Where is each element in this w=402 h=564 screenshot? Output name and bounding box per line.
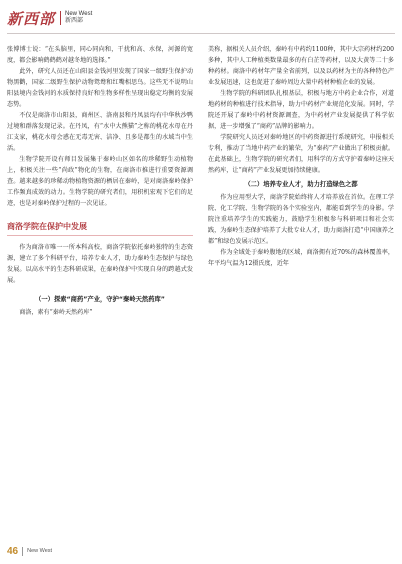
body-paragraph: 此外，研究人员还在山阳县金钱河里发现了国家一级野生保护动物黑鹳，国家二级野生保护动物鸳鸯和红嘴相思鸟。这些无不说明山阳县境内金钱河的水质保持良好和生物多样性呈现出稳定均衡的发展态势。 — [7, 68, 193, 108]
left-column — [7, 44, 193, 318]
page-number: 46 — [7, 545, 19, 557]
logo-english-line1: New West — [65, 11, 93, 17]
body-paragraph: 作为全域处于秦岭腹地的区域，商洛拥有近70%的森林覆盖率，年平均气温为12摄氏度，近年 — [208, 249, 394, 267]
body-paragraph: 作为应用型大学，商洛学院始终将人才培养放在首位。在理工学院、化工学院、生物学院的各个实验室内，都能看到学生的身影。学院注重培养学生的实践能力，鼓励学生积极参与科研项目和社会实践，为秦岭生态保护培养了大批专业人才，助力商洛打造“中国康养之都”和绿色发展示范区。 — [208, 194, 394, 245]
subsection-title: （一）探索“商药”产业，守护“秦岭天然药库” — [35, 296, 165, 303]
page-footer — [7, 545, 52, 557]
logo-english-line2: 新西部 — [65, 18, 84, 24]
body-paragraph: 美称，据相关人员介绍，秦岭有中药约1100种，其中大宗药材约200多种，其中人工种植类数量最多的有白芷等药材，以及大黄等二十多种药材。商洛中药材年产量全省前列，以及以药材为主的各种特色产业发展迅速，这也促进了秦岭周边大量中药材种植企业的发展。 — [208, 46, 394, 86]
page-header — [0, 0, 402, 42]
body-paragraph: 学院研究人员还对秦岭地区的中药资源进行系统研究，申报相关专利，推动了当地中药产业的繁荣，为“秦药”产业做出了积极贡献。在此基础上，生物学院的研究者们，用科学的方式守护着秦岭这座天然药库，让“商药”产业发展更加持续健康。 — [208, 134, 394, 174]
footer-brand: New West — [27, 548, 53, 554]
body-paragraph: 生物学院开设有师目发展集于秦岭山区如名的珍稀野生动植物上，积极关注一些“尚政”物化的生物，在商洛市推进行重要资源调查。越来越多的珍稀动物植物资源的栖居在秦岭，是对商洛秦岭保护工作频真成效的动力。生物学院的研究者们，用积机宏观下它们的足迹，也是对秦岭保护过程的一次见证。 — [7, 156, 193, 207]
header-rule — [7, 33, 395, 34]
footer-divider — [22, 547, 23, 556]
section-title: 商洛学院在保护中发展 — [7, 221, 193, 236]
right-column — [208, 44, 394, 269]
body-paragraph: 作为商洛市唯一一所本科高校，商洛学院依托秦岭独特的生态资源，建立了多个科研平台，培养专业人才，助力秦岭生态保护与绿色发展。以高水平的生态科研成果，在秦岭保护中实现自身的跨越式发展。 — [7, 244, 193, 284]
body-paragraph: 商洛，素有“秦岭天然药库” — [19, 309, 93, 316]
body-paragraph: 不仅是商洛市山阳县，商州区、洛南县和丹凤县均有中华秋沙鸭过境和群落发现记录。在丹凤，有“水中大熊猫”之称的桃花水母在丹江支家，桃花水母会惑在无毒无害、洁净、且多是都生的水域当中生活。 — [7, 112, 193, 152]
subsection-title: （二）培养专业人才，助力打造绿色之都 — [244, 181, 358, 188]
body-paragraph: 生物学院的科研团队扎根基层，积极与地方中药企业合作，对道地药材的种植进行技术指导，助力中药材产业规范化发展。同时，学院还开展了秦岭中药材资源调查，为中药材产业发展提供了科学依据，进一步增强了“商药”品牌的影响力。 — [208, 90, 394, 130]
magazine-logo — [7, 9, 115, 27]
logo-chinese: 新西部 — [7, 9, 56, 28]
logo-english — [60, 11, 92, 25]
body-paragraph: 张博博士说：“在头脑里，同心同向和，干扰和高、水保，河源的宽度，都会影响鹤鹤鹤对越冬地的选择。” — [7, 46, 193, 64]
